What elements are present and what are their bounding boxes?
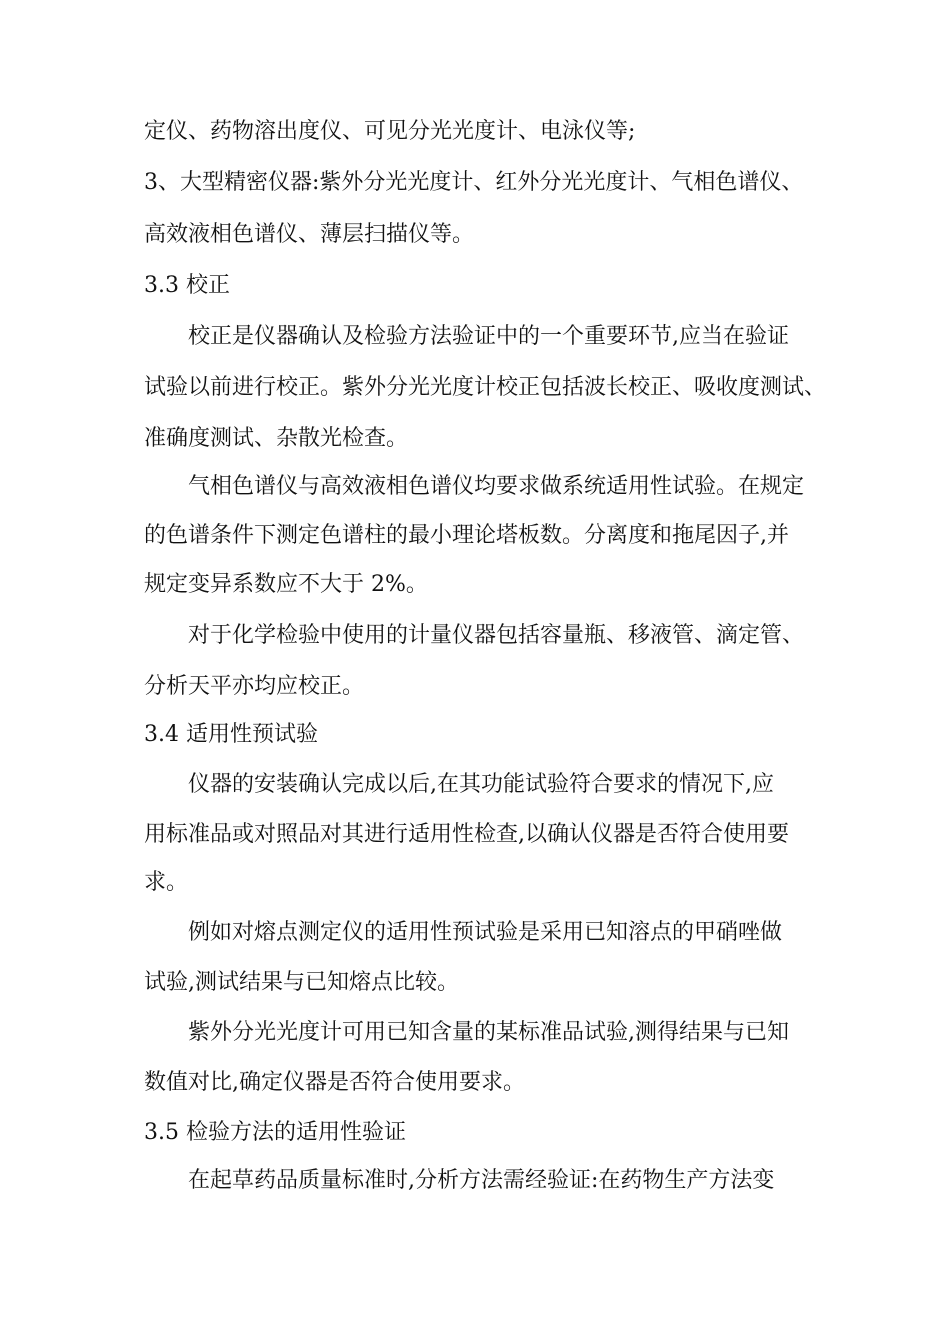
text-line: 的色谱条件下测定色谱柱的最小理论塔板数。分离度和拖尾因子,并 <box>144 523 789 548</box>
text-line: 数值对比,确定仪器是否符合使用要求。 <box>144 1070 525 1095</box>
text-line: 用标准品或对照品对其进行适用性检查,以确认仪器是否符合使用要 <box>144 822 789 847</box>
text-line: 定仪、药物溶出度仪、可见分光光度计、电泳仪等; <box>144 119 636 144</box>
text-line: 气相色谱仪与高效液相色谱仪均要求做系统适用性试验。在规定 <box>188 474 805 499</box>
text-line: 准确度测试、杂散光检查。 <box>144 426 409 451</box>
text-line: 例如对熔点测定仪的适用性预试验是采用已知溶点的甲硝唑做 <box>188 920 783 945</box>
text-line: 在起草药品质量标准时,分析方法需经验证:在药物生产方法变 <box>188 1168 775 1193</box>
text-line: 校正是仪器确认及检验方法验证中的一个重要环节,应当在验证 <box>188 324 789 349</box>
text-line: 3、大型精密仪器:紫外分光光度计、红外分光光度计、气相色谱仪、 <box>144 170 804 195</box>
text-line: 试验以前进行校正。紫外分光光度计校正包括波长校正、吸收度测试、 <box>144 375 827 400</box>
text-line: 分析天平亦均应校正。 <box>144 674 365 699</box>
section-heading: 3.5 检验方法的适用性验证 <box>144 1120 406 1145</box>
text-line: 求。 <box>144 870 189 895</box>
text-line: 试验,测试结果与已知熔点比较。 <box>144 970 459 995</box>
text-line: 紫外分光光度计可用已知含量的某标准品试验,测得结果与已知 <box>188 1020 789 1045</box>
text-line: 对于化学检验中使用的计量仪器包括容量瓶、移液管、滴定管、 <box>188 623 805 648</box>
text-line: 仪器的安装确认完成以后,在其功能试验符合要求的情况下,应 <box>188 772 774 797</box>
text-line: 规定变异系数应不大于 2%。 <box>144 572 428 597</box>
section-heading: 3.4 适用性预试验 <box>144 722 318 747</box>
text-line: 高效液相色谱仪、薄层扫描仪等。 <box>144 222 475 247</box>
section-heading: 3.3 校正 <box>144 273 230 298</box>
